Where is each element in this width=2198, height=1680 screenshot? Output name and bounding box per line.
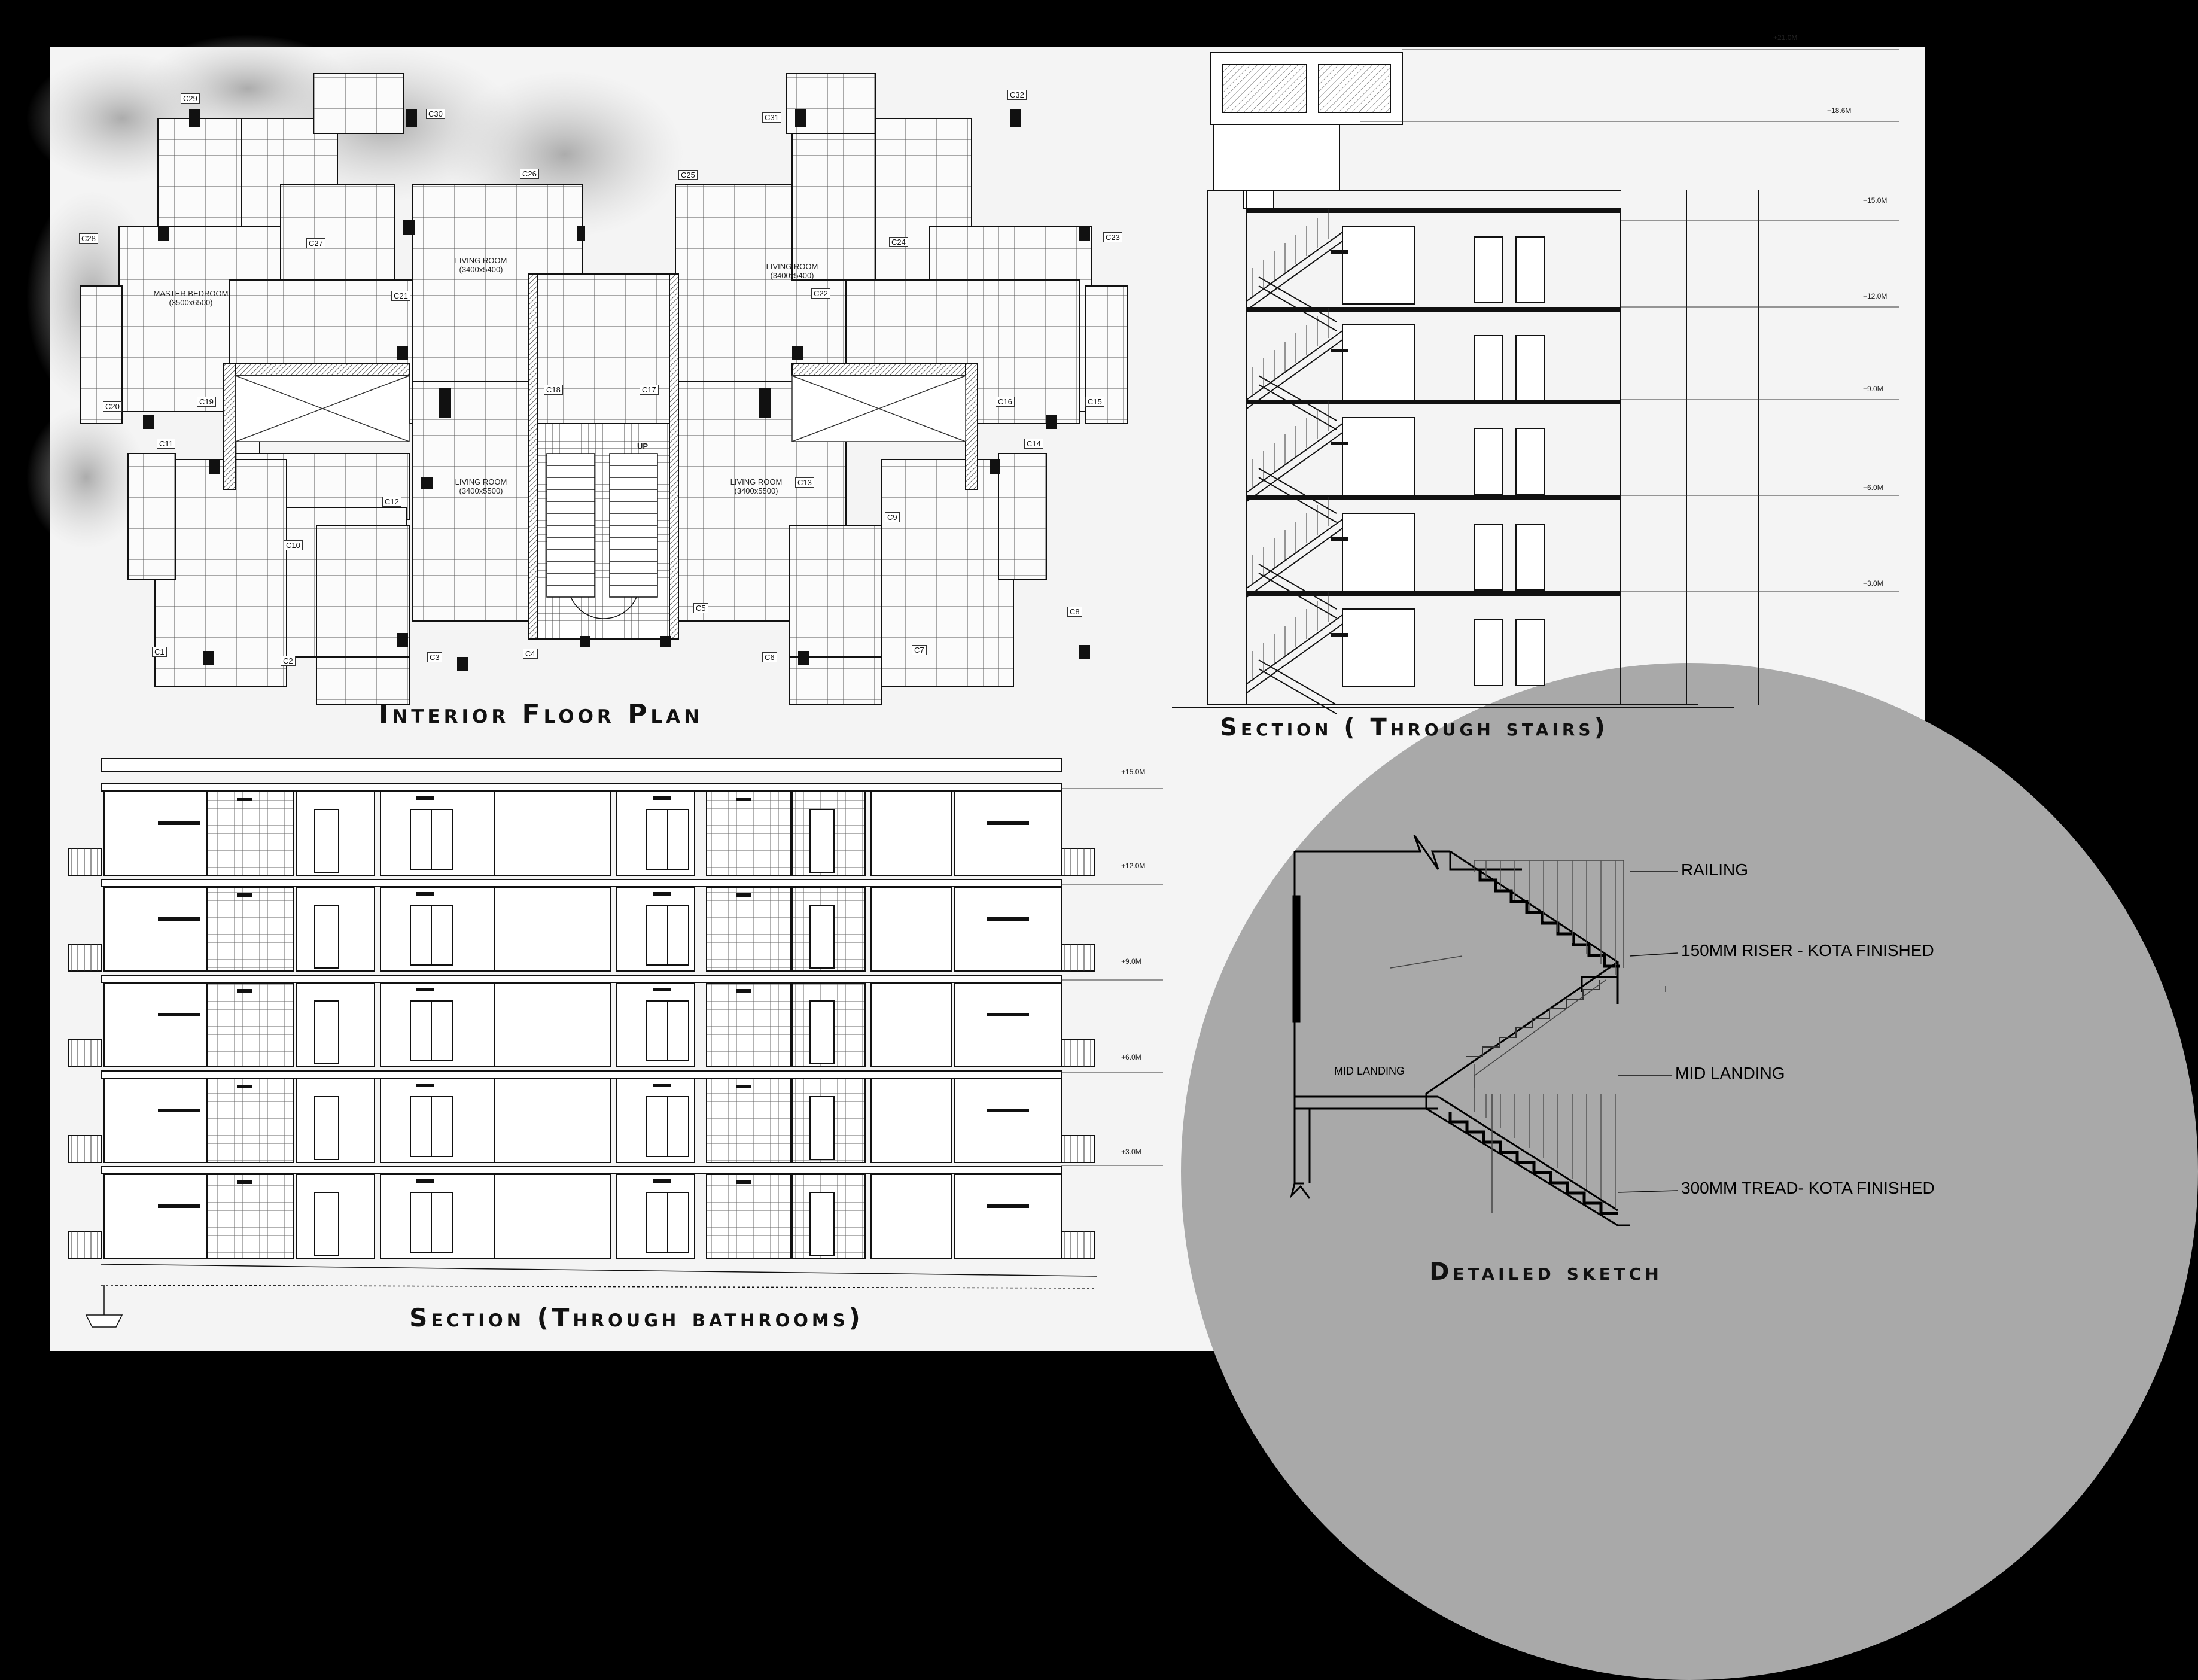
section-stairs-caption: Section ( Through stairs) xyxy=(1220,714,1609,741)
column-tag: C21 xyxy=(391,291,410,301)
column-tag: C6 xyxy=(762,652,777,662)
level-mark: +6.0M xyxy=(1121,1053,1141,1061)
railing-label: RAILING xyxy=(1681,860,1749,879)
column-tag: C5 xyxy=(693,603,708,613)
living-room-size: (3400x5400) xyxy=(770,271,814,280)
master-bedroom-size: (3500x6500) xyxy=(169,298,213,307)
master-bedroom-label: MASTER BEDROOM xyxy=(153,289,229,298)
level-mark: +9.0M xyxy=(1863,385,1883,393)
column-tag: C27 xyxy=(306,238,325,248)
living-room-size: (3400x5500) xyxy=(459,486,503,495)
column-tag: C24 xyxy=(889,237,908,247)
level-mark: +15.0M xyxy=(1863,196,1888,205)
level-mark: +12.0M xyxy=(1121,862,1146,870)
column-tag: C14 xyxy=(1024,439,1043,449)
column-tag: C19 xyxy=(197,397,216,407)
drawing-sheet xyxy=(50,34,1935,1351)
section-bathrooms-caption: Section (Through bathrooms) xyxy=(409,1303,864,1332)
column-tag: C25 xyxy=(678,170,698,180)
mid-landing-right-label: MID LANDING xyxy=(1675,1064,1785,1082)
living-room-label: LIVING ROOM xyxy=(455,256,507,265)
riser-label: 150MM RISER - KOTA FINISHED xyxy=(1681,941,1934,960)
column-tag: C7 xyxy=(912,645,927,655)
column-tag: C12 xyxy=(382,497,401,507)
column-tag: C32 xyxy=(1007,90,1027,100)
column-tag: C28 xyxy=(79,233,98,244)
column-tag: C8 xyxy=(1067,607,1082,617)
level-mark: +15.0M xyxy=(1121,768,1146,776)
column-tag: C20 xyxy=(103,401,122,412)
column-tag: C1 xyxy=(152,647,167,657)
mid-landing-left-label: MID LANDING xyxy=(1334,1065,1405,1077)
column-tag: C30 xyxy=(426,109,445,119)
column-tag: C22 xyxy=(811,288,830,299)
column-tag: C18 xyxy=(544,385,563,395)
living-room-size: (3400x5500) xyxy=(734,486,778,495)
top-level-mark: +21.0M xyxy=(1773,34,1798,42)
level-mark: +3.0M xyxy=(1863,579,1883,588)
living-room-label: LIVING ROOM xyxy=(730,477,783,486)
tread-label: 300MM TREAD- KOTA FINISHED xyxy=(1681,1179,1935,1197)
level-mark: +6.0M xyxy=(1863,483,1883,492)
column-tag: C29 xyxy=(181,93,200,104)
level-mark: +3.0M xyxy=(1121,1148,1141,1156)
column-tag: C23 xyxy=(1103,232,1122,242)
living-room-label: LIVING ROOM xyxy=(766,262,818,271)
column-tag: C11 xyxy=(157,439,175,449)
column-tag: C10 xyxy=(284,540,303,550)
level-mark: +18.6M xyxy=(1827,106,1852,115)
column-tag: C2 xyxy=(281,656,296,666)
living-room-size: (3400x5400) xyxy=(459,265,503,274)
lower-flight-steps xyxy=(1450,1112,1618,1213)
column-tag: C16 xyxy=(996,397,1015,407)
column-tag: C13 xyxy=(795,477,814,488)
column-tag: C31 xyxy=(762,112,781,123)
stair-up-label: UP xyxy=(637,442,649,451)
floor-plan-caption: Interior Floor Plan xyxy=(378,699,704,729)
level-mark: +9.0M xyxy=(1121,957,1141,966)
column-tag: C4 xyxy=(523,649,538,659)
column-tag: C17 xyxy=(640,385,659,395)
column-tag: C15 xyxy=(1085,397,1104,407)
level-mark: +12.0M xyxy=(1863,292,1888,300)
column-tag: C9 xyxy=(885,512,900,522)
column-tag: C3 xyxy=(427,652,442,662)
column-tag: C26 xyxy=(520,169,539,179)
detail-caption: Detailed sketch xyxy=(1429,1258,1663,1286)
living-room-label: LIVING ROOM xyxy=(455,477,507,486)
middle-flight-steps xyxy=(1466,980,1600,1057)
detailed-stair-sketch xyxy=(50,47,1925,1351)
